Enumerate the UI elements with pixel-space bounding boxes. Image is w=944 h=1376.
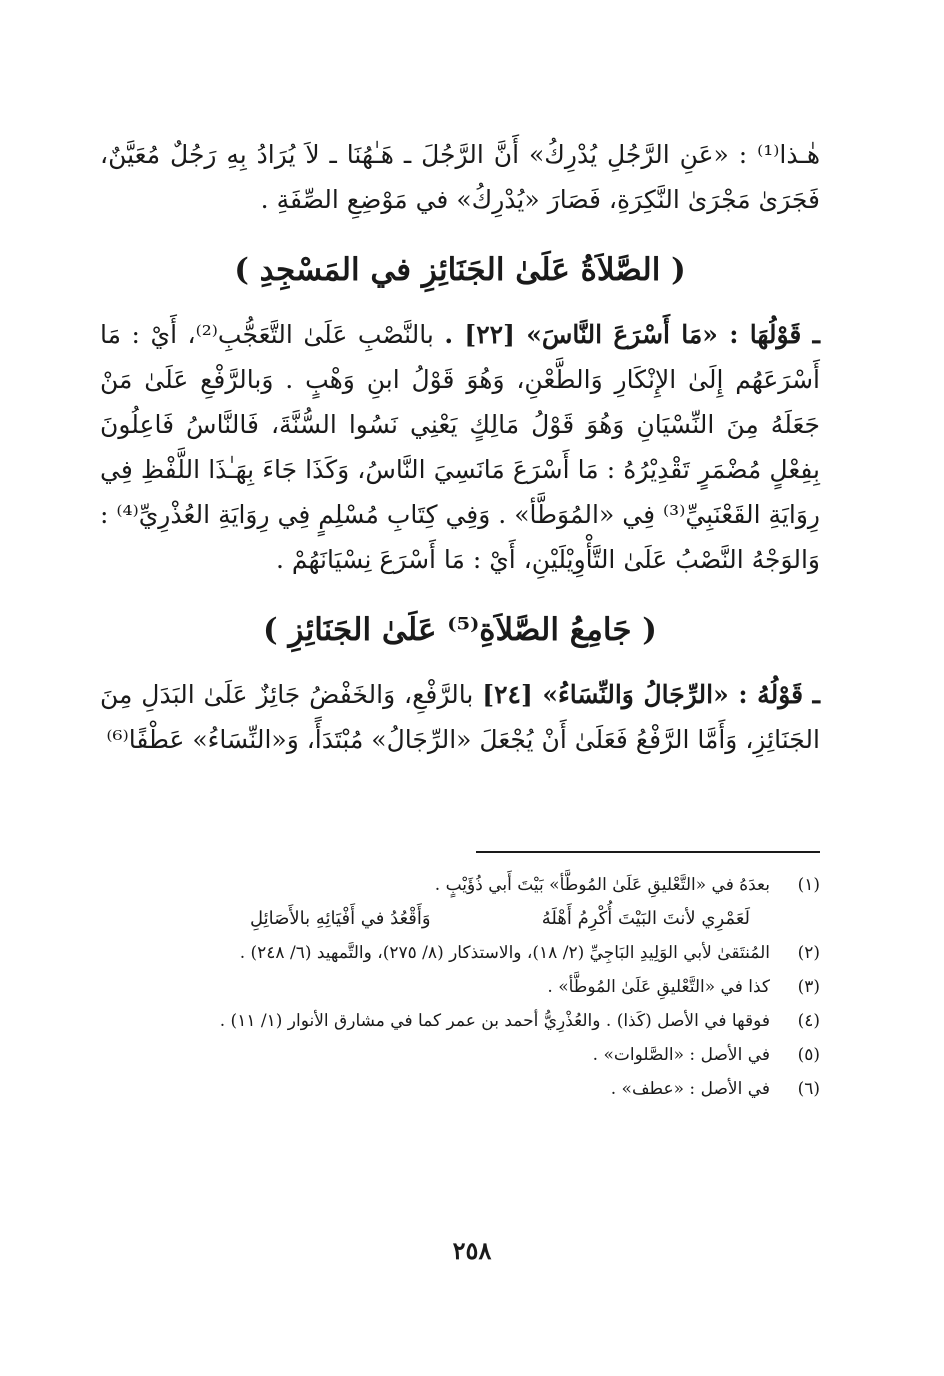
- paragraph-2: [100, 312, 820, 582]
- footnote-number: (٥): [797, 1045, 820, 1065]
- footnote-number: (٦): [797, 1079, 820, 1099]
- footnote-text: في الأصل : «عطف» .: [610, 1079, 770, 1099]
- footnote-4: [150, 1009, 820, 1033]
- paragraph-2-lead: ـ قَوْلُهَا : «مَا أَسْرَعَ النَّاسَ» [٢٢] .: [444, 320, 820, 349]
- footnote-text: المُنتَقىٰ لأبي الوَلِيدِ البَاجِيِّ (٢/ ١٨)، والاستذكار (٨/ ٢٧٥)، والتَّمهيد (٦/ ٢٤٨) .: [239, 943, 770, 963]
- footnote-divider: [476, 851, 820, 853]
- footnote-3: [150, 975, 820, 999]
- heading-collective-prayer: ( جَامِعُ الصَّلاَةِ⁽⁵⁾ عَلَىٰ الجَنَائِزِ ): [263, 612, 657, 648]
- footnote-number: (٣): [797, 977, 820, 997]
- footnote-6: [150, 1077, 820, 1101]
- footnote-number: (١): [797, 875, 820, 895]
- footnote-text: كذا في «التَّعْليقِ عَلَىٰ المُوطَّأ» .: [547, 977, 770, 997]
- footnote-number: (٤): [797, 1011, 820, 1031]
- footnotes: [150, 873, 820, 1111]
- footnote-text: في الأصل : «الصَّلوات» .: [592, 1045, 770, 1065]
- footnote-5: [150, 1043, 820, 1067]
- paragraph-3-body: بالرَّفْعِ، وَالخَفْضُ جَائِزٌ عَلَىٰ البَدَلِ مِنَ الجَنَائِزِ، وَأَمَّا الرَّفْعُ فَعَلَىٰ أَنْ يُجْعَلَ «الرِّجَالُ» مُبْتَدَأً، وَ«النِّسَاءُ» عَطْفًا⁽⁶⁾: [100, 680, 820, 754]
- heading-prayer-in-mosque: ( الصَّلاَةُ عَلَىٰ الجَنَائِزِ في المَسْجِدِ ): [234, 252, 686, 288]
- verse-second-hemistich: وَأَقْعُدُ في أَفْيَائِهِ بالأَصَائِلِ: [250, 908, 431, 929]
- page-number: ٢٥٨: [452, 1236, 492, 1265]
- paragraph-3-lead: ـ قَوْلُهُ : «الرِّجَالُ وَالنِّسَاءُ» [٢٤]: [482, 680, 821, 709]
- main-text: [100, 132, 820, 762]
- paragraph-1: هٰـذا⁽¹⁾ : «عَنِ الرَّجُلِ يُدْرِكُ» أَنَّ الرَّجُلَ ـ هَـٰهُنَا ـ لاَ يُرَادُ بِهِ رَجُلٌ مُعَيَّنٌ، فَجَرَىٰ مَجْرَىٰ النَّكِرَةِ، فَصَارَ «يُدْرِكُ» في مَوْضِعِ الصِّفَةِ .: [100, 140, 820, 214]
- poetry-verse: [250, 907, 750, 931]
- footnote-1: [150, 873, 820, 897]
- footnote-text: فوقها في الأصل (كَذا) . والعُذْرِيُّ أحمد بن عمر كما في مشارق الأنوار (١/ ١١) .: [219, 1011, 770, 1031]
- footnote-number: (٢): [797, 943, 820, 963]
- footnote-text: بعدَهُ في «التَّعْليقِ عَلَىٰ المُوطَّأ» بَيْتَ أَبي ذُؤَيْبٍ .: [434, 875, 770, 895]
- footnote-2: [150, 941, 820, 965]
- paragraph-2-body: بالنَّصْبِ عَلَىٰ التَّعَجُّبِ⁽²⁾، أَيْ : مَا أَسْرَعَهُم إِلَىٰ الإِنْكَارِ وَالطَّعْنِ، وَهُوَ قَوْلُ ابنِ وَهْبٍ . وَبالرَّفْعِ عَلَىٰ مَنْ جَعَلَهُ مِنَ النِّسْيَانِ وَهُوَ قَوْلُ مَالِكٍ يَعْنِي نَسُوا السُّنَّةَ، فَالنَّاسُ فَاعِلُونَ بِفِعْلٍ مُضْمَرٍ تَقْدِيْرُهُ : مَا أَسْرَعَ مَانَسِيَ النَّاسُ، وَكَذَا جَاءَ بِهَـٰذَا اللَّفْظِ فِي رِوَايَةِ القَعْنَبِيِّ⁽³⁾ فِي «المُوَطَّأ» . وَفِي كِتَابِ مُسْلِمٍ فِي رِوَايَةِ العُذْرِيِّ⁽⁴⁾ : وَالوَجْهُ النَّصْبُ عَلَىٰ التَّأْوِيْلَيْنِ، أَيْ : مَا أَسْرَعَ نِسْيَانَهُمْ .: [100, 320, 820, 574]
- paragraph-3: [100, 672, 820, 762]
- verse-first-hemistich: لَعَمْرِي لأنتَ البَيْتَ أُكْرِمُ أَهْلَهُ: [541, 908, 750, 929]
